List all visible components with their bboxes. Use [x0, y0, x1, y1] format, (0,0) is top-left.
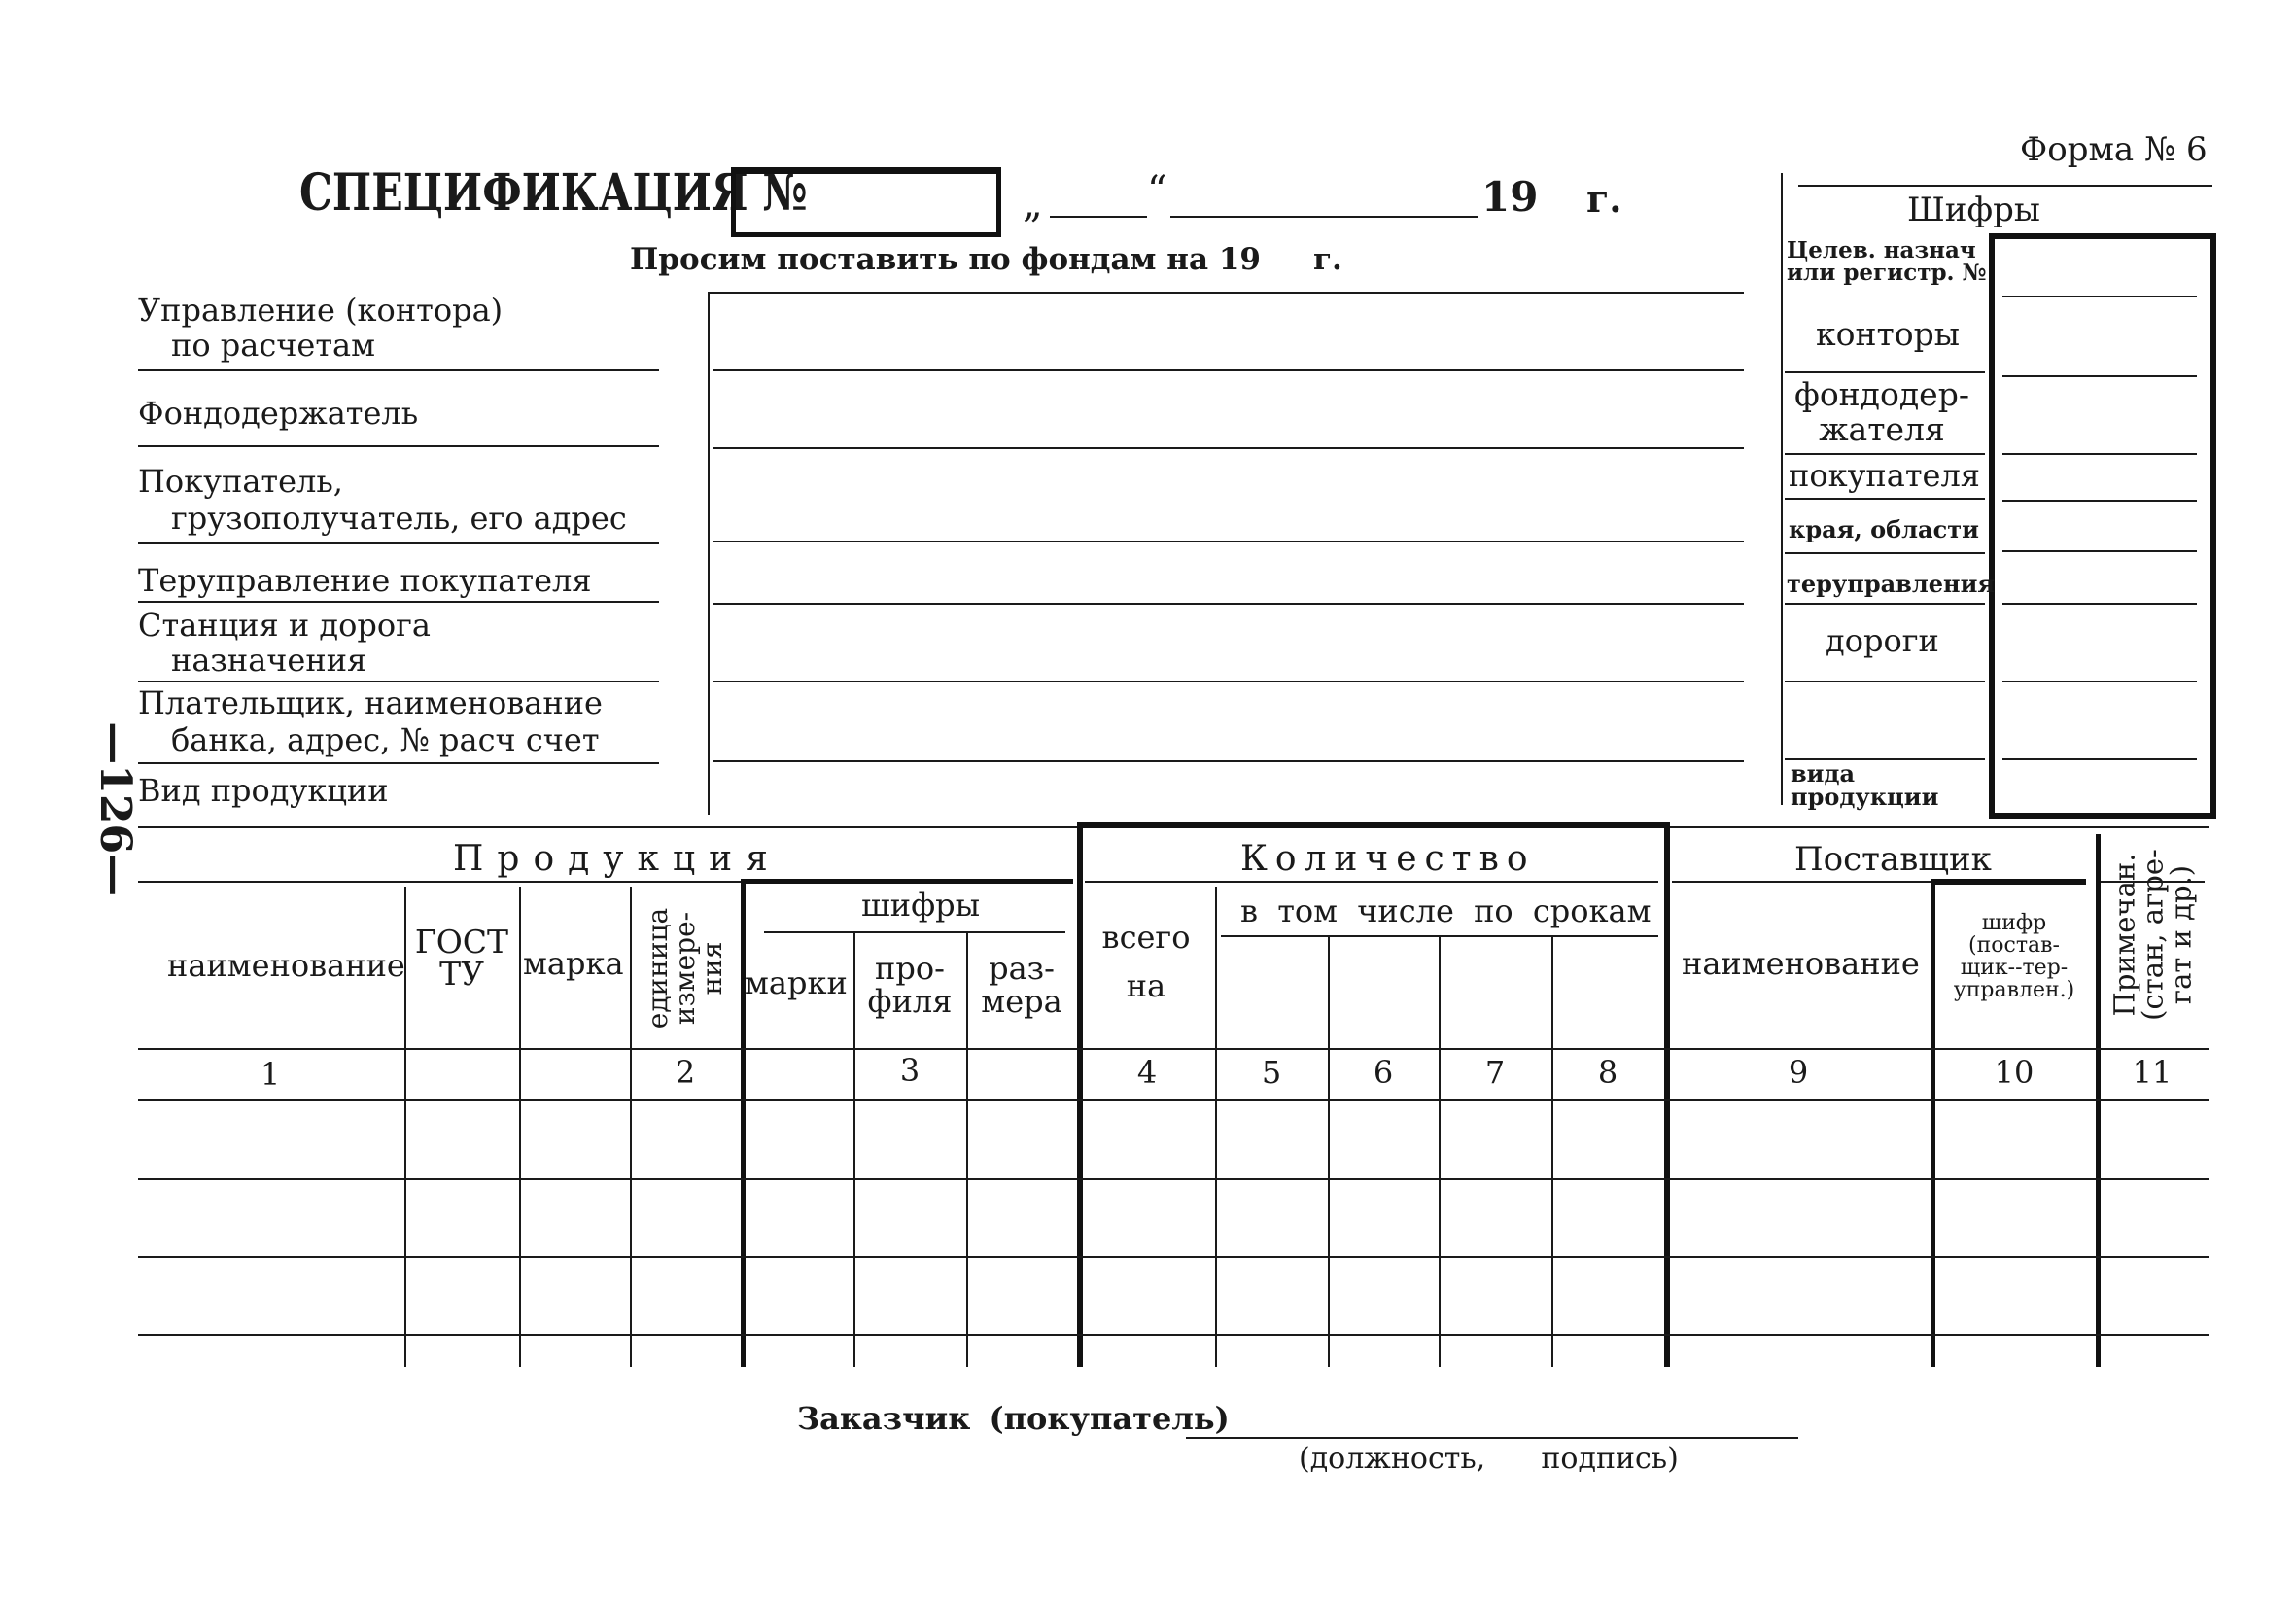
header-mark: марка — [523, 945, 624, 982]
date-month-line[interactable] — [1170, 216, 1478, 218]
group-sep — [1085, 881, 1658, 883]
field-label-management-2: по расчетам — [171, 327, 376, 364]
field-input-fundholder[interactable] — [713, 447, 1744, 449]
code-input-office[interactable] — [2002, 375, 2197, 377]
codes-top-line — [1798, 185, 2212, 187]
col-line — [1328, 937, 1330, 1367]
header-codes-profile: про- филя — [867, 950, 953, 1020]
col-number-11: 11 — [2132, 1054, 2173, 1091]
col-number-9: 9 — [1788, 1054, 1809, 1091]
header-name: наименование — [167, 947, 405, 984]
col-number-5: 5 — [1261, 1054, 1282, 1091]
number-row-bottom — [138, 1099, 2209, 1101]
labels-divider — [708, 292, 710, 815]
col-line — [519, 887, 521, 1367]
header-unit-wrap — [632, 887, 739, 1046]
code-input-buyer[interactable] — [2002, 500, 2197, 502]
col-line — [1439, 937, 1441, 1367]
field-label-management: Управление (контора) — [138, 292, 504, 329]
field-label-payer: Плательщик, наименование — [138, 684, 603, 721]
col-number-3: 3 — [899, 1052, 921, 1089]
field-label-product-type: Вид продукции — [138, 772, 389, 809]
col-number-10: 10 — [1994, 1054, 2035, 1091]
field-label-buyer: Покупатель, — [138, 463, 343, 500]
form-number: Форма № 6 — [2020, 130, 2208, 169]
codes-sep — [1785, 371, 1985, 373]
col-number-7: 7 — [1484, 1054, 1506, 1091]
field-label-station-2: назначения — [171, 642, 367, 679]
code-input-fundholder[interactable] — [2002, 453, 2197, 455]
codes-target: Целев. назнач или регистр. № — [1787, 237, 1987, 286]
codes-sep — [1785, 603, 1985, 605]
supplier-code-bar — [1934, 879, 2086, 885]
field-sep — [138, 681, 659, 682]
col-line — [1215, 887, 1217, 1367]
col-line — [1077, 826, 1083, 1367]
col-line — [741, 879, 746, 1367]
table-row[interactable] — [138, 1178, 2209, 1180]
code-input-region[interactable] — [2002, 550, 2197, 552]
table-row[interactable] — [138, 1256, 2209, 1258]
header-total: всего на — [1101, 919, 1191, 1004]
header-terms: в том числе по срокам — [1240, 892, 1652, 929]
col-number-1: 1 — [260, 1056, 281, 1093]
code-input-territory[interactable] — [2002, 603, 2197, 605]
request-underline — [708, 292, 1744, 294]
col-number-8: 8 — [1597, 1054, 1618, 1091]
table-row[interactable] — [138, 1334, 2209, 1336]
col-number-2: 2 — [675, 1054, 696, 1091]
codes-sep — [1785, 498, 1985, 500]
codes-product-type: вида продукции — [1791, 759, 1939, 811]
header-codes: шифры — [861, 887, 981, 924]
field-label-payer-2: банка, адрес, № расч счет — [171, 721, 600, 758]
codes-region: края, области — [1789, 515, 1979, 543]
signature-hint: (должность, подпись) — [1299, 1442, 1679, 1476]
col-number-4: 4 — [1136, 1054, 1158, 1091]
quantity-top-bar — [1077, 822, 1670, 828]
field-input-management[interactable] — [713, 369, 1744, 371]
codes-sep — [1785, 453, 1985, 455]
request-line: Просим поставить по фондам на 19 г. — [630, 242, 1342, 277]
group-product: Продукция — [453, 839, 782, 879]
field-input-buyer-region[interactable] — [713, 603, 1744, 605]
spec-number-box[interactable] — [731, 167, 1001, 237]
header-supplier-code: шифр (постав- щик--тер- управлен.) — [1953, 911, 2075, 1003]
field-sep — [138, 762, 659, 764]
field-label-buyer-2: грузополучатель, его адрес — [171, 500, 627, 537]
field-input-buyer[interactable] — [713, 541, 1744, 542]
col-line — [1551, 937, 1553, 1367]
field-sep — [138, 369, 659, 371]
codes-title: Шифры — [1907, 191, 2040, 229]
codes-road: дороги — [1826, 622, 1939, 659]
page-number: —126— — [90, 721, 141, 897]
code-input-road[interactable] — [2002, 681, 2197, 682]
codes-fundholder: фондодер- жателя — [1793, 375, 1969, 449]
codes-territory: теруправления — [1787, 570, 1996, 598]
field-label-station: Станция и дорога — [138, 607, 431, 644]
header-gost: ГОСТ ТУ — [414, 923, 509, 993]
year-suffix: г. — [1586, 177, 1622, 221]
header-unit: единица измере- ния — [642, 907, 728, 1030]
customer-label: Заказчик (покупатель) — [797, 1400, 1230, 1437]
field-input-payer[interactable] — [713, 760, 1744, 762]
codes-group-bar — [745, 879, 1073, 884]
field-sep — [138, 601, 659, 603]
date-quote-close: “ — [1147, 168, 1167, 213]
group-supplier: Поставщик — [1794, 840, 1992, 879]
group-quantity: Количество — [1240, 839, 1536, 879]
page-title: СПЕЦИФИКАЦИЯ № — [299, 163, 808, 223]
customer-signature-line[interactable] — [1186, 1437, 1798, 1439]
header-supplier-name: наименование — [1682, 945, 1920, 982]
date-quote-open: „ — [1023, 182, 1043, 227]
col-number-6: 6 — [1373, 1054, 1394, 1091]
field-label-fundholder: Фондодержатель — [138, 395, 419, 432]
col-line — [1664, 826, 1670, 1367]
header-codes-size: раз- мера — [981, 950, 1062, 1020]
header-note: Примечан. (стан, агре- гат и др.) — [2107, 849, 2198, 1021]
header-codes-mark: марки — [745, 964, 848, 1001]
field-sep — [138, 445, 659, 447]
terms-sub-sep — [1221, 935, 1658, 937]
field-input-station[interactable] — [713, 681, 1744, 682]
codes-left-line — [1781, 173, 1783, 805]
year-prefix: 19 — [1481, 173, 1539, 221]
codes-office: конторы — [1816, 315, 1961, 353]
field-sep — [138, 542, 659, 544]
date-day-line[interactable] — [1050, 216, 1147, 218]
codes-sub-sep — [764, 931, 1065, 933]
codes-sep — [1785, 552, 1985, 554]
header-note-wrap — [2100, 834, 2207, 1042]
number-row-top — [138, 1048, 2209, 1050]
codes-box — [1989, 233, 2216, 819]
codes-buyer: покупателя — [1789, 457, 1980, 494]
field-label-buyer-region: Теруправление покупателя — [138, 562, 592, 599]
codes-sep — [1785, 681, 1985, 682]
code-input-extra[interactable] — [2002, 758, 2197, 760]
code-input-target[interactable] — [2002, 296, 2197, 297]
